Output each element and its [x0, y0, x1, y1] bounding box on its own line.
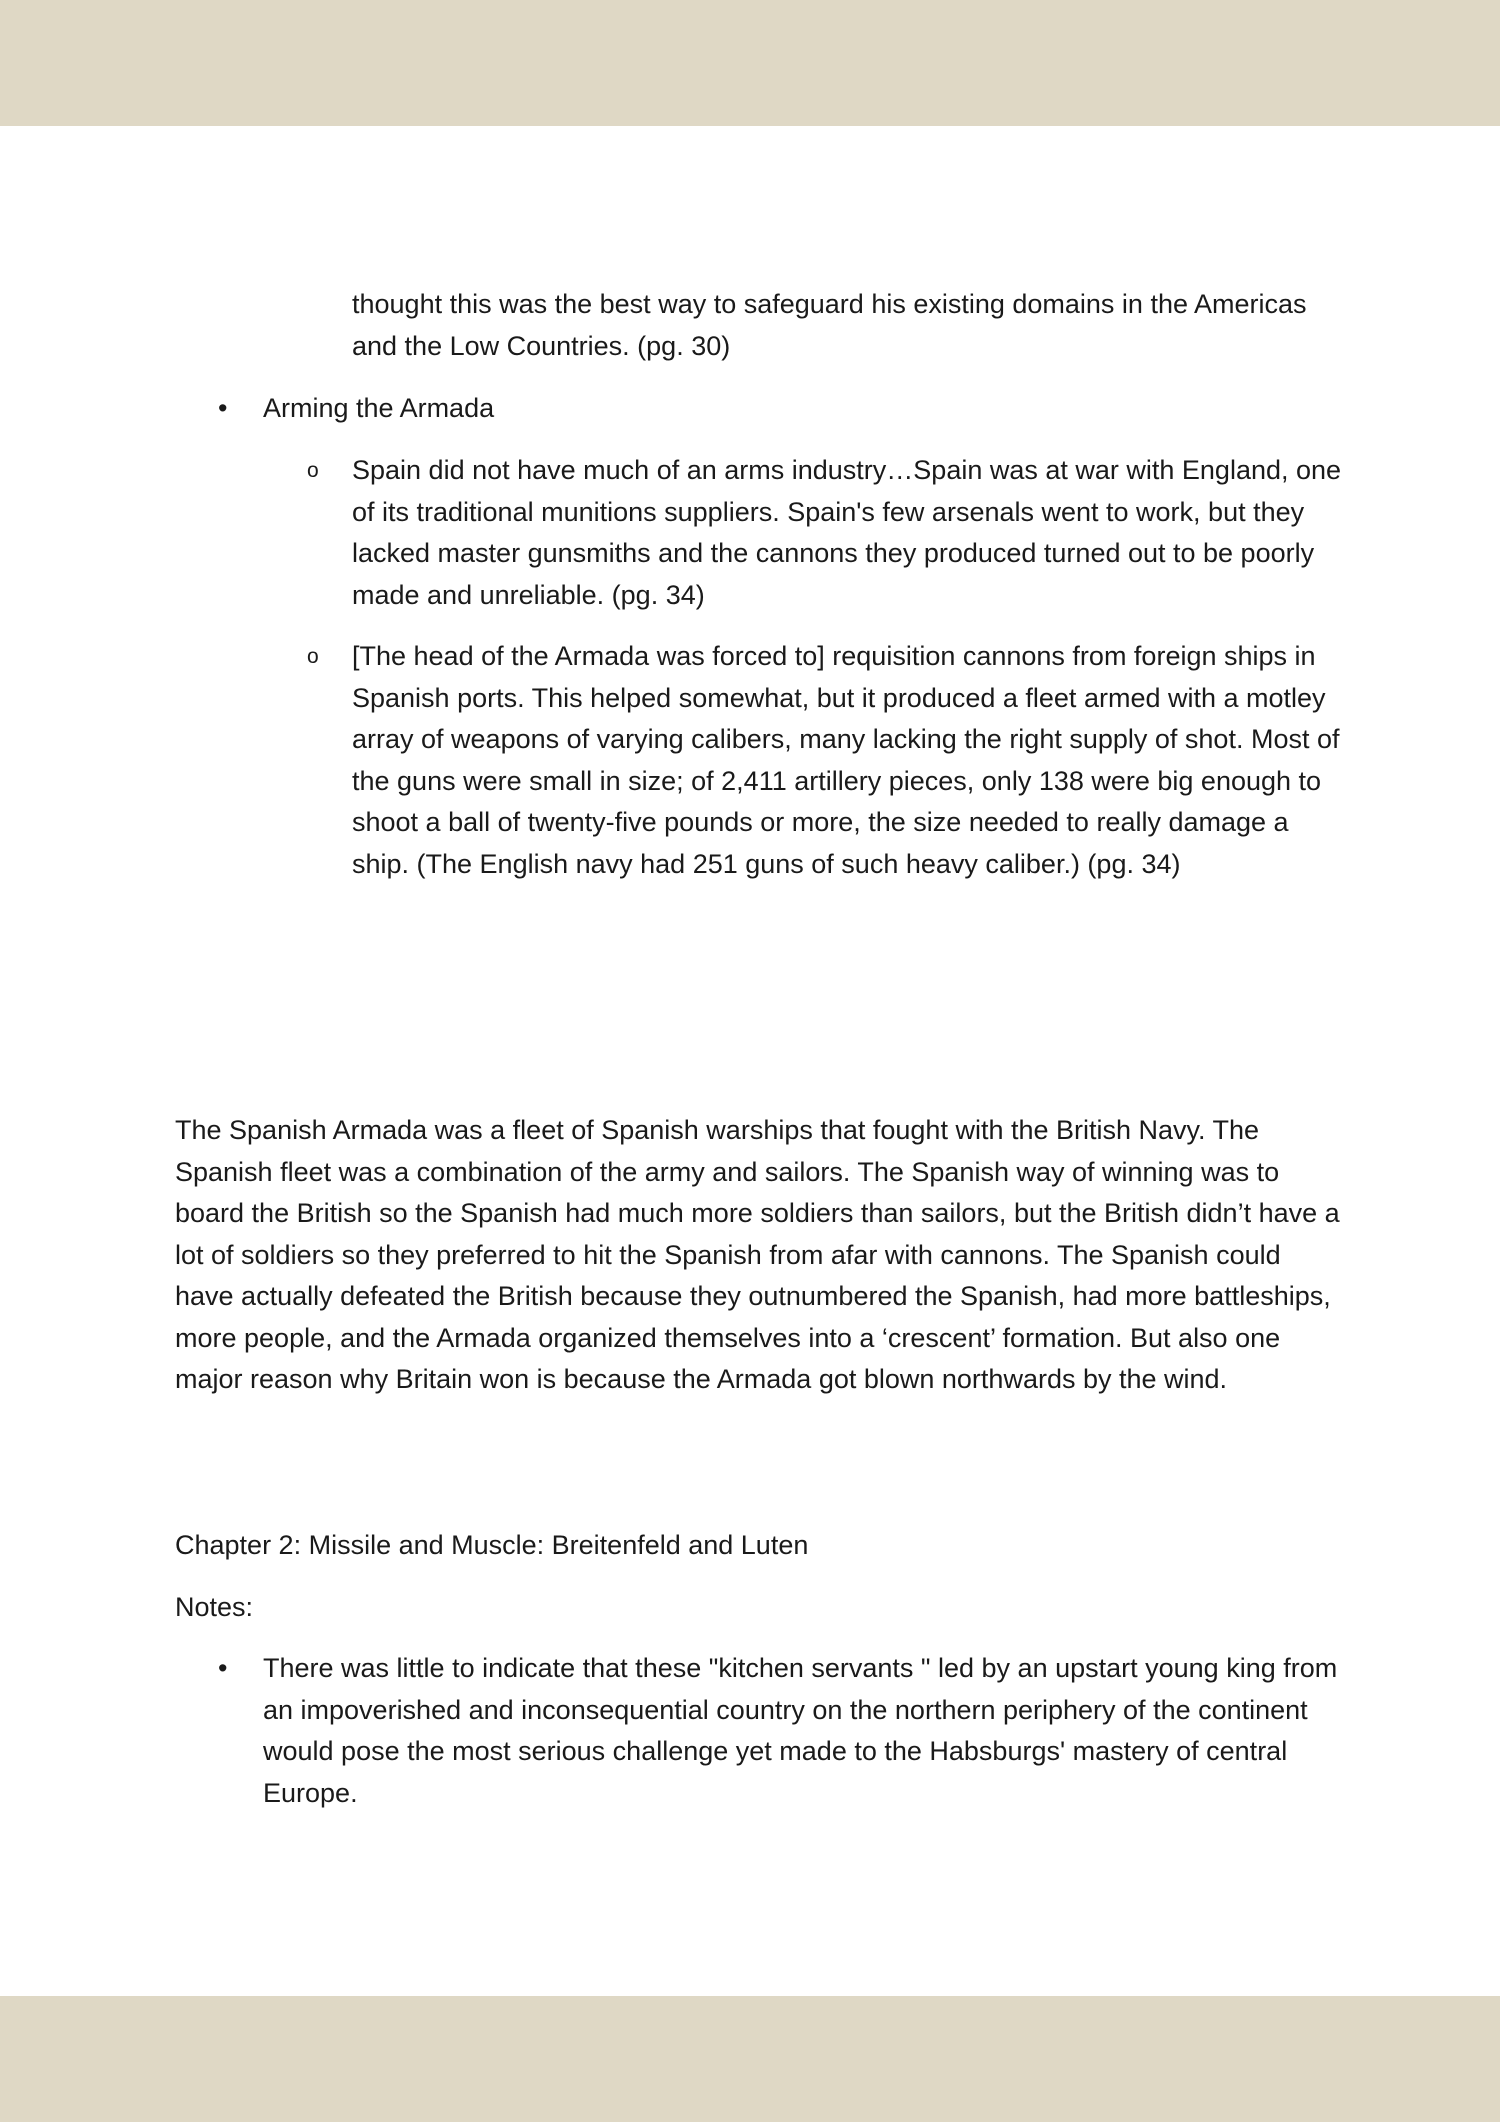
- top-margin-band: [0, 0, 1500, 126]
- sub-bullet-marker: o: [307, 459, 319, 482]
- bullet-marker: •: [218, 393, 228, 423]
- sub-bullet-item: Spain did not have much of an arms industry…Spain was at war with England, one of its traditional munitions suppliers. Spain's few arsenals went to work, but they lacked master gunsmiths and the cannons they produced turned out to be poorly made and unreliable. (pg. 34): [352, 455, 1342, 610]
- document-page: [0, 126, 1500, 1996]
- notes-label: Notes:: [175, 1592, 254, 1622]
- bottom-margin-band: [0, 1996, 1500, 2122]
- sub-bullet-marker: o: [307, 645, 319, 668]
- notes-list-item: There was little to indicate that these "kitchen servants " led by an upstart young king from an impoverished and inconsequential country on the northern periphery of the continent would pose the most serious challenge yet made to the Habsburgs' mastery of central Europe.: [263, 1653, 1338, 1808]
- summary-paragraph: The Spanish Armada was a fleet of Spanish warships that fought with the British Navy. The Spanish fleet was a combination of the army and sailors. The Spanish way of winning was to board the British so the Spanish had much more soldiers than sailors, but the British didn’t have a lot of soldiers so they preferred to hit the Spanish from afar with cannons. The Spanish could have actually defeated the British because they outnumbered the Spanish, had more battleships, more people, and the Armada organized themselves into a ‘crescent’ formation. But also one major reason why Britain won is because the Armada got blown northwards by the wind.: [175, 1115, 1340, 1394]
- continuation-paragraph: thought this was the best way to safeguard his existing domains in the Americas and the Low Countries. (pg. 30): [352, 289, 1307, 361]
- chapter-heading: Chapter 2: Missile and Muscle: Breitenfeld and Luten: [175, 1530, 809, 1560]
- sub-bullet-item: [The head of the Armada was forced to] requisition cannons from foreign ships in Spanish ports. This helped somewhat, but it produced a fleet armed with a motley array of weapons of varying calibers, many lacking the right supply of shot. Most of the guns were small in size; of 2,411 artillery pieces, only 138 were big enough to shoot a ball of twenty-five pounds or more, the size needed to really damage a ship. (The English navy had 251 guns of such heavy caliber.) (pg. 34): [352, 641, 1340, 879]
- bullet-marker: •: [218, 1653, 228, 1683]
- section-heading-arming-armada: Arming the Armada: [263, 393, 495, 423]
